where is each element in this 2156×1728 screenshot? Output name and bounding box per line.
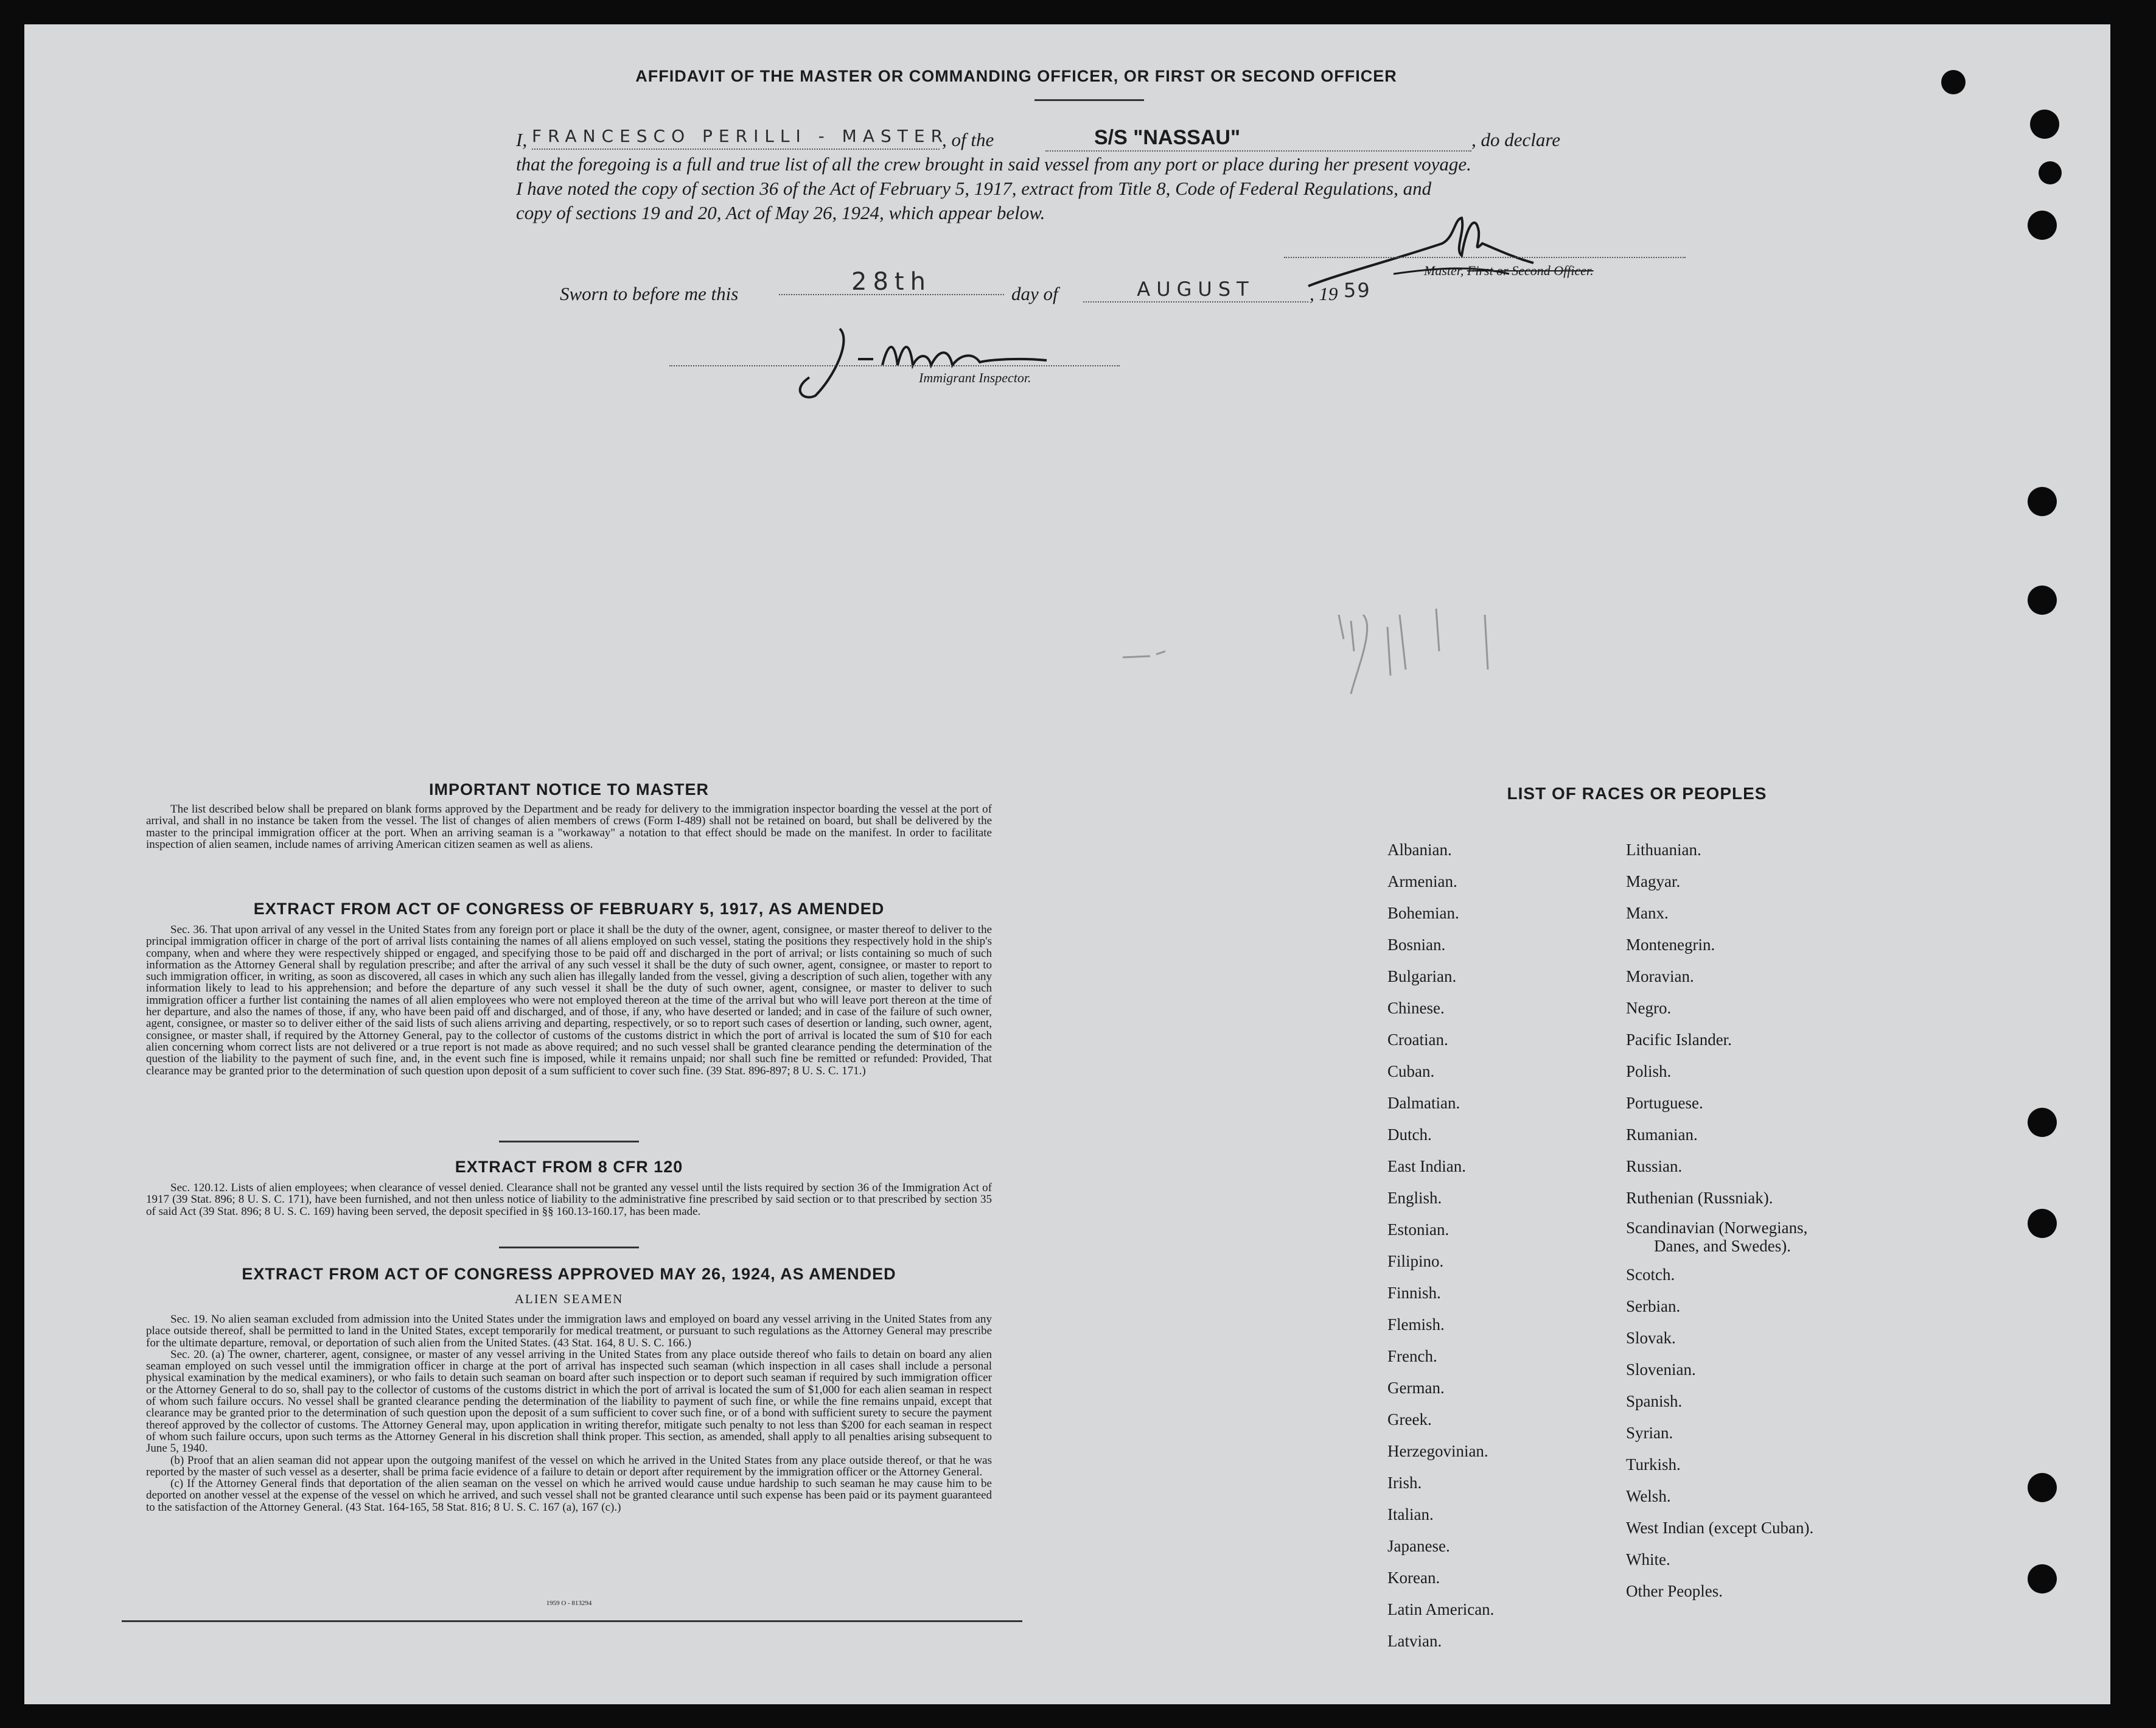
race-item: Syrian.: [1626, 1424, 1673, 1442]
race-item: Montenegrin.: [1626, 936, 1715, 954]
race-item: Croatian.: [1387, 1030, 1448, 1049]
race-item: Ruthenian (Russniak).: [1626, 1189, 1773, 1207]
race-item: Spanish.: [1626, 1392, 1683, 1410]
punch-hole: [2028, 1209, 2057, 1238]
race-item: Herzegovinian.: [1387, 1442, 1488, 1460]
print-imprint: 1959 O - 813294: [546, 1600, 592, 1607]
race-item: Slovenian.: [1626, 1360, 1696, 1379]
document-page: [24, 24, 2110, 1704]
race-item: Latin American.: [1387, 1600, 1495, 1618]
punch-hole: [2028, 586, 2057, 615]
extract-1924-body: [146, 1313, 992, 1513]
race-item: Magyar.: [1626, 872, 1681, 890]
sec20a-paragraph: Sec. 20. (a) The owner, charterer, agent, consignee, or master of any vessel arriving in the United States from any place outside thereof who fails to detain on board any alien seaman employed on such vessel until the immigration officer in charge at the port of arrival has inspected such seaman (which inspection in all cases shall include a personal physical examination by the medical examiners), or who fails to detain such seaman on board after such inspection or to deport such seaman if required by such immigration officer or the Attorney General to do so, shall pay to the collector of customs of the customs district in which the port of arrival is located the sum of $1,000 for each alien seaman in respect of whom such failure occurs. No vessel shall be granted clearance pending the determination of the liability to payment of such fine, or while the fine remains unpaid, except that clearance may be granted prior to the determination of such question upon the deposit of a sum sufficient to cover such fine, or of a bond with sufficient surety to secure the payment thereof approved by the collector of customs. The Attorney General may, upon application in writing therefor, mitigate such penalty to not less than $200 for each seaman in respect of whom such failure occurs, upon such terms as the Attorney General in his discretion shall think proper. This section, as amended, shall apply to all penalties arising subsequent to June 5, 1940.: [146, 1348, 992, 1455]
race-item: White.: [1626, 1550, 1670, 1569]
race-item: Japanese.: [1387, 1537, 1450, 1555]
sworn-day: 28th: [779, 270, 1004, 295]
inspector-signature: [767, 317, 1071, 408]
race-item: Slovak.: [1626, 1329, 1676, 1347]
vessel-name: S/S "NASSAU": [1094, 126, 1241, 149]
sec20b-paragraph: (b) Proof that an alien seaman did not appear upon the outgoing manifest of the vessel on which he arrived in the United States from any place outside thereof, or that he was reported by the master of such vessel as a deserter, shall be prima facie evidence of a failure to detain or deport after requirement by the immigration officer or the Attorney General.: [146, 1453, 992, 1478]
race-item: West Indian (except Cuban).: [1626, 1519, 1814, 1537]
race-item: Finnish.: [1387, 1284, 1441, 1302]
race-item: Scotch.: [1626, 1265, 1675, 1284]
races-right-column: [1626, 834, 2003, 1607]
extract-cfr-title: EXTRACT FROM 8 CFR 120: [455, 1158, 683, 1176]
punch-hole: [2028, 1473, 2057, 1502]
master-label-row: [1424, 263, 1594, 279]
affidavit-of-the: , of the: [942, 129, 994, 150]
sworn-month: AUGUST: [1083, 277, 1308, 303]
extract-1924-subtitle: ALIEN SEAMEN: [514, 1292, 624, 1306]
master-signature-line: [1284, 257, 1686, 258]
punch-hole: [2028, 211, 2057, 240]
race-item: Lithuanian.: [1626, 841, 1701, 859]
sworn-year: 59: [1344, 279, 1371, 302]
punch-hole: [2039, 161, 2062, 184]
race-item: East Indian.: [1387, 1157, 1466, 1175]
race-item: Greek.: [1387, 1410, 1432, 1429]
notice-body: The list described below shall be prepared on blank forms approved by the Department and be ready for delivery to the immigration inspector boarding the vessel at the port of arrival, and shall in no instance be taken from the vessel. The list of changes of alien members of crews (Form I-489) shall not be retained on board, but shall be delivered by the master to the principal immigration officer at the port. When an arriving seaman is a "workaway" a notation to that effect should be made on the manifest. In order to facilitate inspection of alien seamen, include names of arriving American citizen seamen as well as aliens.: [146, 803, 992, 851]
sec20c-paragraph: (c) If the Attorney General finds that deportation of the alien seaman on the vessel on which he arrived would cause undue hardship to such seaman he may cause him to be deported on another vessel at the expense of the vessel on which he arrived, and such vessel shall not be granted clearance until such expense has been paid or its payment guaranteed to the satisfaction of the Attorney General. (43 Stat. 164-165, 58 Stat. 816; 8 U. S. C. 167 (a), 167 (c).): [146, 1477, 992, 1514]
race-item: Danes, and Swedes).: [1654, 1237, 1791, 1255]
race-item: Pacific Islander.: [1626, 1030, 1732, 1049]
title-divider: [1034, 99, 1144, 101]
race-item: Latvian.: [1387, 1632, 1442, 1650]
extract-cfr-body: Sec. 120.12. Lists of alien employees; when clearance of vessel denied. Clearance shall not be granted any vessel until the lists required by section 36 of the Immigration Act of 1917 (39 Stat. 896; 8 U. S. C. 171), have been furnished, and not then unless notice of liability to the administrative fine prescribed by said section or to that prescribed by section 35 of said Act (39 Stat. 896; 8 U. S. C. 169) having been served, the deposit specified in §§ 160.13-160.17, has been made.: [146, 1181, 992, 1218]
race-item: English.: [1387, 1189, 1442, 1207]
footer-rule: [122, 1620, 1022, 1622]
race-item: Manx.: [1626, 904, 1669, 922]
punch-hole: [1941, 70, 1966, 94]
extract-1924-title: EXTRACT FROM ACT OF CONGRESS APPROVED MAY 26, 1924, AS AMENDED: [242, 1265, 896, 1283]
race-item: Welsh.: [1626, 1487, 1671, 1505]
race-item: German.: [1387, 1379, 1445, 1397]
race-item: Polish.: [1626, 1062, 1672, 1080]
race-item: Cuban.: [1387, 1062, 1435, 1080]
race-item: Filipino.: [1387, 1252, 1444, 1270]
extract-1917-title: EXTRACT FROM ACT OF CONGRESS OF FEBRUARY 5, 1917, AS AMENDED: [253, 900, 885, 918]
inspector-label: Immigrant Inspector.: [919, 370, 1031, 385]
punch-hole: [2028, 1108, 2057, 1137]
race-item: Scandinavian (Norwegians,: [1626, 1219, 1808, 1237]
races-title: LIST OF RACES OR PEOPLES: [1507, 784, 1767, 803]
race-item: Estonian.: [1387, 1220, 1450, 1239]
affidavit-line2: that the foregoing is a full and true list of all the crew brought in said vessel from any port or place during her present voyage.: [516, 153, 1471, 175]
race-item: French.: [1387, 1347, 1437, 1365]
section-divider: [499, 1247, 639, 1248]
day-of-label: day of: [1011, 283, 1058, 304]
inspector-signature-line: [669, 365, 1120, 366]
race-item: Rumanian.: [1626, 1125, 1698, 1144]
sworn-prefix: Sworn to before me this: [560, 283, 739, 304]
master-label: Master,: [1424, 263, 1464, 278]
year-prefix: , 19: [1310, 283, 1338, 304]
race-item: Negro.: [1626, 999, 1672, 1017]
race-item: Portuguese.: [1626, 1094, 1703, 1112]
affidavit-do-declare: , do declare: [1471, 129, 1561, 150]
race-item: Dalmatian.: [1387, 1094, 1460, 1112]
race-item: Moravian.: [1626, 967, 1694, 985]
affidavit-title: AFFIDAVIT OF THE MASTER OR COMMANDING OFFICER, OR FIRST OR SECOND OFFICER: [635, 67, 1397, 85]
punch-hole: [2028, 487, 2057, 516]
section-divider: [499, 1141, 639, 1142]
race-item: Korean.: [1387, 1569, 1440, 1587]
race-item: Russian.: [1626, 1157, 1683, 1175]
struck-officer-label: First or Second Officer.: [1467, 263, 1594, 278]
notice-title: IMPORTANT NOTICE TO MASTER: [429, 780, 709, 799]
punch-hole: [2030, 110, 2059, 139]
punch-hole: [2028, 1564, 2057, 1593]
sec19-paragraph: Sec. 19. No alien seaman excluded from admission into the United States under the immigration laws and employed on board any vessel arriving in the United States from any place outside thereof, shall be permitted to land in the United States, except temporarily for medical treatment, or pursuant to such regulations as the Attorney General may prescribe for the ultimate departure, removal, or deportation of such alien from the United States. (43 Stat. 164, 8 U. S. C. 166.): [146, 1313, 992, 1349]
race-item: Flemish.: [1387, 1315, 1445, 1334]
race-item: Albanian.: [1387, 841, 1452, 859]
race-item: Bulgarian.: [1387, 967, 1457, 985]
race-item: Serbian.: [1626, 1297, 1681, 1315]
affidavit-line4: copy of sections 19 and 20, Act of May 26, 1924, which appear below.: [516, 202, 1045, 223]
race-item: Italian.: [1387, 1505, 1434, 1523]
race-item: Chinese.: [1387, 999, 1445, 1017]
race-item: Bohemian.: [1387, 904, 1459, 922]
race-item: Bosnian.: [1387, 936, 1446, 954]
race-item: Irish.: [1387, 1474, 1422, 1492]
race-item: Other Peoples.: [1626, 1582, 1723, 1600]
master-name: FRANCESCO PERILLI - MASTER: [532, 124, 940, 150]
bleed-through-marks: [1120, 603, 1515, 724]
master-signature: [1302, 207, 1558, 292]
race-item: Armenian.: [1387, 872, 1457, 890]
affidavit-i: I,: [516, 129, 528, 150]
race-item: Turkish.: [1626, 1455, 1681, 1474]
races-left-column: [1387, 834, 1619, 1657]
affidavit-line3: I have noted the copy of section 36 of the Act of February 5, 1917, extract from Title 8, Code of Federal Regulations, and: [516, 178, 1432, 199]
race-item: Dutch.: [1387, 1125, 1432, 1144]
extract-1917-body: Sec. 36. That upon arrival of any vessel in the United States from any foreign port or place it shall be the duty of the owner, agent, consignee, or master thereof to deliver to the principal immigration officer in charge of the port of arrival lists containing the names of all aliens employed on such vessel, stating the positions they respectively hold in the ship's company, when and where they were respectively shipped or engaged, and specifying those to be paid off and discharged in the port of arrival; or lists containing so much of such information as the Attorney General shall by regulation prescribe; and after the arrival of any such vessel it shall be the duty of such owner, agent, consignee, or master to report to such immigration officer, in writing, as soon as discovered, all cases in which any such alien has illegally landed from the vessel, giving a description of such alien, together with any information likely to lead to his apprehension; and before the departure of any such vessel it shall be the duty of such owner, agent, consignee, or master to deliver to such immigration officer a further list containing the names of all alien employees who were not employed thereon at the time of the arrival but who will leave port thereon at the time of her departure, and also the names of those, if any, who have been paid off and discharged, and of those, if any, who have deserted or landed; and in case of the failure of such owner, agent, consignee, or master so to deliver either of the said lists of such aliens arriving and departing, respectively, or so to report such cases of desertion or landing, such owner, agent, consignee, or master shall, if required by the Attorney General, pay to the collector of customs of the customs district in which the port of arrival is located the sum of $10 for each alien concerning whom correct lists are not delivered or a true report is not made as above required; and no such vessel shall be granted clearance pending the determination of the question of the liability to the payment of such fine, and, in the event such fine is imposed, while it remains unpaid; nor shall such fine be remitted or refunded: Provided, That clearance may be granted prior to the determination of such question upon deposit of a sum sufficient to cover such fine. (39 Stat. 896-897; 8 U. S. C. 171.): [146, 923, 992, 1077]
